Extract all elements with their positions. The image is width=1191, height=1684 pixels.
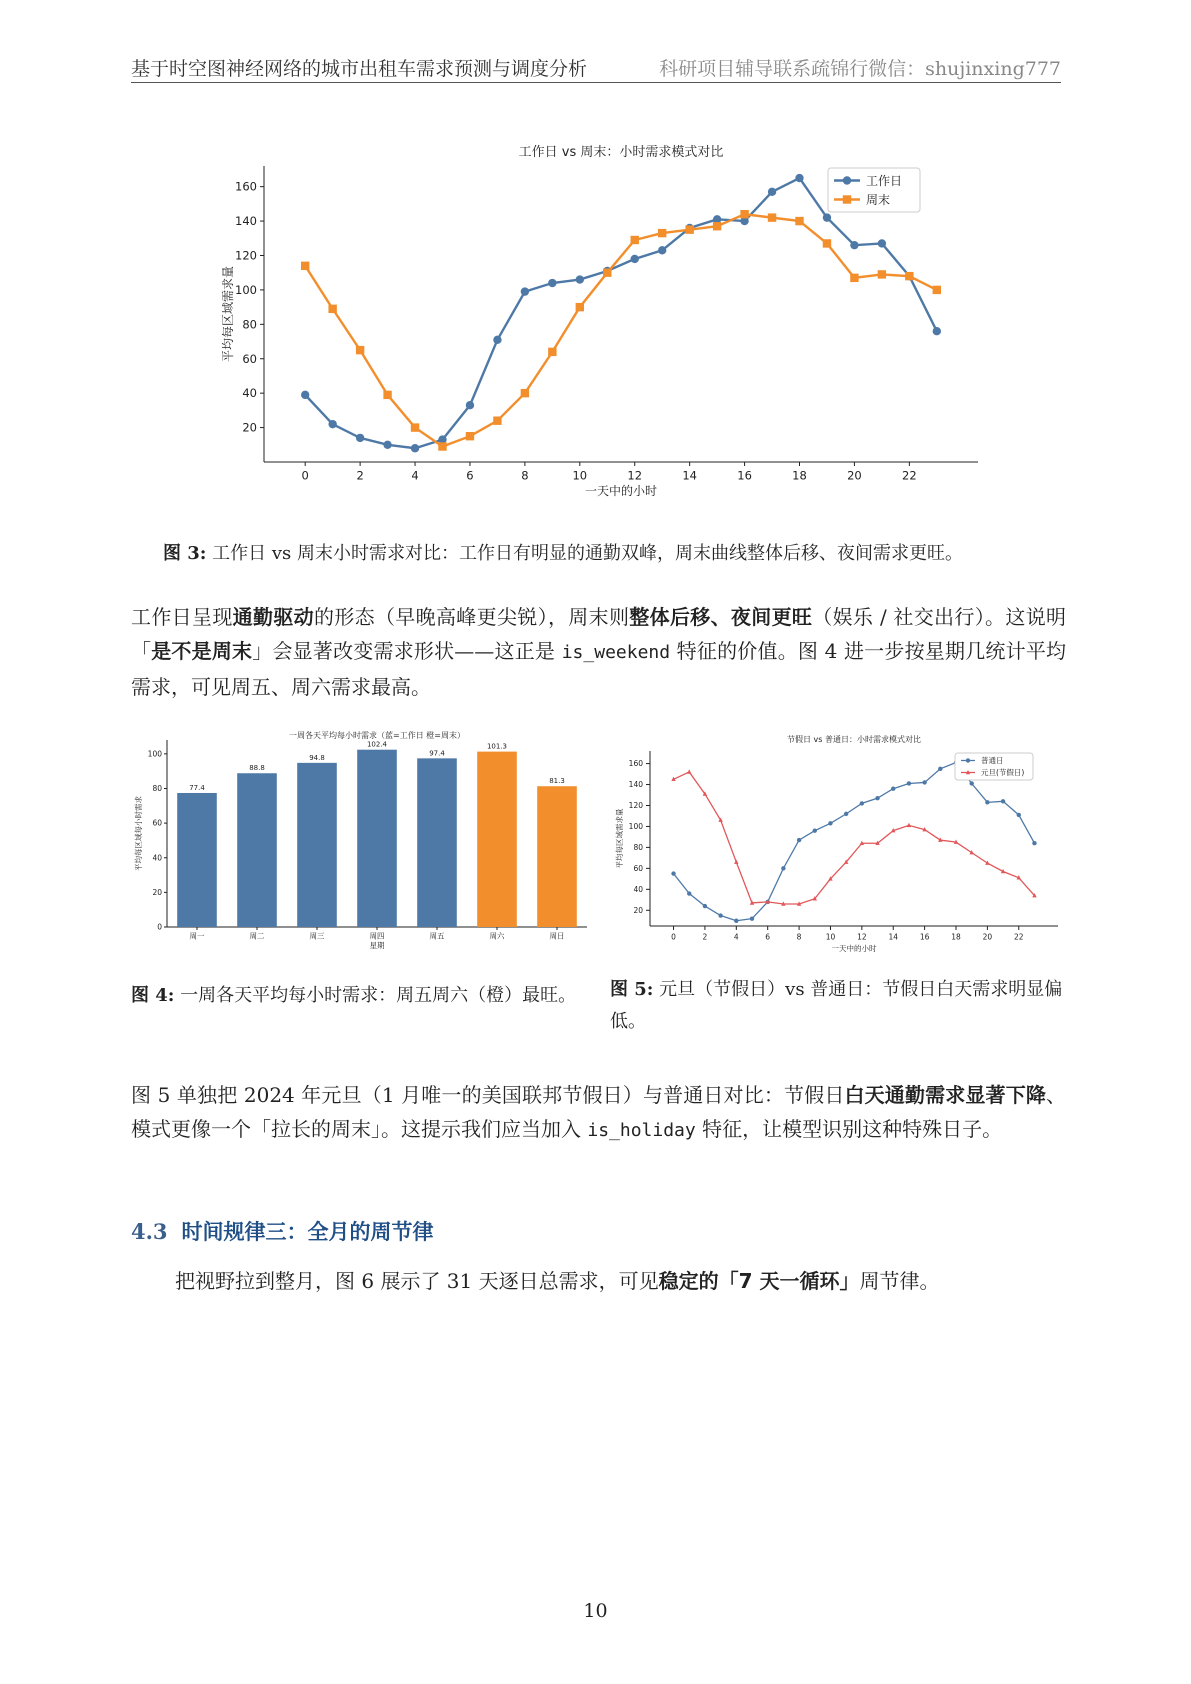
- fig5-point-s0-9: [813, 828, 817, 832]
- fig5-legend-marker-0: [966, 758, 970, 762]
- fig5-series-line-0: [674, 763, 1035, 921]
- fig5-point-s0-19: [969, 781, 973, 785]
- code-is-holiday: is_holiday: [587, 1120, 696, 1141]
- fig4-x-tick-label-2: 周三: [309, 931, 325, 941]
- para1-bold-2: 整体后移、夜间更旺: [629, 605, 813, 629]
- page-number: 10: [583, 1600, 608, 1622]
- fig3-x-tick-label: 14: [682, 468, 697, 483]
- fig5-point-s0-8: [797, 838, 801, 842]
- fig3-point-s1-10: [576, 303, 584, 311]
- header-title: 基于时空图神经网络的城市出租车需求预测与调度分析: [131, 58, 588, 80]
- fig3-point-s1-17: [768, 213, 776, 221]
- fig3-point-s0-4: [411, 444, 419, 452]
- fig5-x-tick-label: 4: [733, 932, 739, 942]
- fig5-x-tick-label: 14: [888, 932, 899, 942]
- fig4-bar-3: [357, 750, 397, 927]
- fig4-x-tick-label-1: 周二: [249, 931, 265, 941]
- fig5-legend-label-0: 普通日: [981, 756, 1004, 766]
- fig5-point-s0-21: [1001, 799, 1005, 803]
- fig3-x-label: 一天中的小时: [584, 484, 658, 498]
- fig3-point-s1-6: [466, 432, 474, 440]
- fig5-point-s0-1: [687, 891, 691, 895]
- fig5-y-tick-label: 20: [633, 905, 643, 915]
- fig3-x-tick-label: 2: [356, 468, 364, 483]
- figure-5-caption-text: 元旦（节假日）vs 普通日：节假日白天需求明显偏低。: [610, 979, 1063, 1032]
- fig3-point-s1-2: [356, 346, 364, 354]
- fig4-data-label-4: 97.4: [429, 749, 445, 758]
- fig3-point-s1-20: [850, 274, 858, 282]
- fig4-bar-4: [417, 758, 457, 927]
- fig4-y-tick-label: 20: [152, 887, 162, 897]
- fig5-point-s0-14: [891, 787, 895, 791]
- fig5-x-tick-label: 2: [702, 932, 708, 942]
- fig5-x-tick-label: 10: [825, 932, 836, 942]
- fig3-y-tick-label: 140: [235, 214, 257, 229]
- fig3-point-s1-8: [521, 389, 529, 397]
- fig3-point-s1-15: [713, 222, 721, 230]
- fig3-x-tick-label: 8: [521, 468, 529, 483]
- figure-4-caption-text: 一周各天平均每小时需求：周五周六（橙）最旺。: [180, 985, 577, 1006]
- fig5-title: 节假日 vs 普通日：小时需求模式对比: [787, 735, 921, 744]
- fig5-point-s0-16: [922, 780, 926, 784]
- fig3-y-tick-label: 40: [242, 386, 257, 401]
- fig3-x-tick-label: 12: [627, 468, 643, 483]
- fig5-point-s1-1: [687, 769, 691, 773]
- fig4-x-tick-label-3: 周四: [369, 931, 385, 941]
- para1-bold-1: 通勤驱动: [232, 605, 314, 629]
- fig3-y-tick-label: 120: [235, 248, 257, 263]
- figure-3-caption-label: 图 3:: [163, 543, 207, 564]
- figure-4-bar-chart: [131, 728, 591, 958]
- fig5-legend-label-1: 元旦(节假日): [981, 768, 1025, 778]
- fig3-point-s1-4: [411, 423, 419, 431]
- paragraph-2: [131, 1078, 1066, 1148]
- fig3-point-s0-12: [631, 255, 639, 263]
- fig5-y-tick-label: 140: [628, 780, 643, 790]
- figure-5-caption-label: 图 5:: [610, 979, 654, 1000]
- para2-text-2: 、模式更像一个「拉长的周末」。这提示我们应当加入: [131, 1083, 1067, 1141]
- fig5-series-line-1: [674, 772, 1035, 904]
- para3-bold-1: 稳定的「7 天一循环」: [658, 1269, 860, 1293]
- figure-4-caption: [131, 980, 591, 1012]
- fig5-point-s1-4: [734, 859, 738, 863]
- fig5-x-label: 一天中的小时: [831, 944, 877, 953]
- fig3-point-s0-23: [933, 327, 941, 335]
- para3-text-2: 周节律。: [859, 1269, 940, 1293]
- figure-3-caption-text: 工作日 vs 周末小时需求对比：工作日有明显的通勤双峰，周末曲线整体后移、夜间需求更旺。: [212, 543, 964, 564]
- fig3-point-s0-19: [823, 213, 831, 221]
- fig3-legend-marker-1: [843, 195, 851, 203]
- fig5-y-tick-label: 40: [633, 884, 643, 894]
- fig3-point-s1-5: [438, 442, 446, 450]
- fig3-point-s0-2: [356, 434, 364, 442]
- para2-bold-1: 白天通勤需求显著下降: [844, 1083, 1047, 1107]
- page-header: [131, 52, 1061, 83]
- fig3-y-tick-label: 100: [235, 282, 257, 297]
- fig3-x-tick-label: 0: [301, 468, 309, 483]
- fig3-x-tick-label: 6: [466, 468, 474, 483]
- fig3-point-s0-9: [548, 279, 556, 287]
- fig5-point-s0-0: [671, 871, 675, 875]
- fig5-x-tick-label: 18: [951, 932, 961, 942]
- fig4-bar-5: [477, 752, 517, 927]
- fig5-point-s0-5: [750, 916, 754, 920]
- para2-text-1: 图 5 单独把 2024 年元旦（1 月唯一的美国联邦节假日）与普通日对比：节假日: [131, 1083, 845, 1107]
- fig3-point-s0-7: [493, 336, 501, 344]
- fig5-point-s1-15: [907, 823, 911, 827]
- fig5-point-s0-17: [938, 767, 942, 771]
- fig5-point-s0-20: [985, 800, 989, 804]
- fig3-x-tick-label: 22: [902, 468, 917, 483]
- fig5-point-s0-11: [844, 812, 848, 816]
- fig3-point-s1-21: [878, 270, 886, 278]
- fig3-point-s1-3: [383, 391, 391, 399]
- fig3-x-tick-label: 10: [572, 468, 588, 483]
- fig3-point-s1-11: [603, 268, 611, 276]
- fig5-x-tick-label: 0: [671, 932, 676, 942]
- fig4-x-tick-label-6: 周日: [549, 931, 565, 941]
- fig4-bar-0: [177, 793, 217, 927]
- fig3-point-s1-13: [658, 229, 666, 237]
- fig5-y-tick-label: 60: [633, 863, 643, 873]
- fig3-point-s0-21: [878, 239, 886, 247]
- fig4-x-label: 星期: [369, 941, 385, 950]
- fig5-x-tick-label: 20: [982, 932, 993, 942]
- fig3-point-s1-1: [328, 305, 336, 313]
- fig3-point-s1-9: [548, 348, 556, 356]
- fig3-point-s0-13: [658, 246, 666, 254]
- fig3-x-tick-label: 18: [792, 468, 807, 483]
- fig3-point-s0-6: [466, 401, 474, 409]
- fig5-point-s0-23: [1032, 841, 1036, 845]
- fig3-y-tick-label: 60: [242, 351, 257, 366]
- figure-3-line-chart: [196, 138, 996, 510]
- fig5-point-s0-13: [875, 796, 879, 800]
- fig3-series-line-1: [305, 214, 937, 446]
- fig5-x-tick-label: 8: [796, 932, 802, 942]
- fig5-x-tick-label: 6: [765, 932, 771, 942]
- fig5-y-tick-label: 120: [628, 801, 643, 811]
- para1-text-1: 工作日呈现: [131, 605, 233, 629]
- fig5-point-s0-10: [828, 821, 832, 825]
- fig4-x-tick-label-0: 周一: [189, 931, 205, 941]
- para2-text-3: 特征，让模型识别这种特殊日子。: [702, 1117, 1003, 1141]
- fig4-bar-6: [537, 786, 577, 927]
- fig3-point-s0-10: [576, 275, 584, 283]
- fig3-y-label: 平均每区域需求量: [221, 265, 235, 363]
- fig5-x-tick-label: 12: [857, 932, 867, 942]
- fig3-y-tick-label: 80: [242, 317, 257, 332]
- fig3-legend-marker-0: [843, 176, 851, 184]
- fig3-series-line-0: [305, 178, 937, 448]
- fig3-y-tick-label: 160: [235, 179, 257, 194]
- fig4-data-label-5: 101.3: [486, 742, 508, 751]
- fig5-point-s0-2: [703, 904, 707, 908]
- fig3-point-s1-16: [740, 210, 748, 218]
- fig5-point-s0-4: [734, 919, 738, 923]
- para1-text-2: 的形态（早晚高峰更尖锐），周末则: [313, 605, 630, 629]
- fig5-point-s0-3: [718, 913, 722, 917]
- fig3-point-s1-18: [795, 217, 803, 225]
- figure-5-line-chart: [610, 733, 1065, 955]
- fig5-y-tick-label: 160: [628, 759, 643, 769]
- fig3-x-tick-label: 20: [847, 468, 862, 483]
- fig3-point-s0-20: [850, 241, 858, 249]
- fig4-data-label-6: 81.3: [549, 777, 565, 786]
- fig4-y-tick-label: 60: [152, 818, 162, 828]
- fig4-y-tick-label: 40: [152, 853, 162, 863]
- fig5-y-tick-label: 100: [628, 822, 643, 832]
- fig4-y-tick-label: 0: [157, 922, 162, 932]
- fig4-y-label: 平均每区域每小时需求: [134, 796, 143, 871]
- fig5-point-s0-22: [1017, 813, 1021, 817]
- fig4-data-label-3: 102.4: [366, 740, 388, 749]
- fig4-data-label-1: 88.8: [249, 764, 265, 773]
- fig5-x-tick-label: 16: [919, 932, 930, 942]
- figure-3-caption: [163, 538, 1063, 570]
- fig3-point-s0-1: [328, 420, 336, 428]
- fig4-bar-2: [297, 763, 337, 927]
- para1-text-5: 特征的价值。图 4 进一步按星期几统计平均需求，可见周五、周六需求最高。: [131, 639, 1067, 699]
- fig4-y-tick-label: 100: [147, 749, 162, 759]
- fig3-title: 工作日 vs 周末：小时需求模式对比: [518, 145, 724, 160]
- section-number: 4.3: [131, 1219, 168, 1244]
- para1-text-3: （娱乐 / 社交出行）。这说明「: [131, 605, 1067, 663]
- fig3-point-s1-19: [823, 239, 831, 247]
- fig3-point-s1-14: [685, 225, 693, 233]
- fig5-y-label: 平均每区域需求量: [615, 808, 624, 869]
- fig3-point-s0-3: [383, 441, 391, 449]
- section-title: 时间规律三：全月的周节律: [181, 1220, 434, 1244]
- section-heading: [131, 1216, 434, 1246]
- fig4-x-tick-label-5: 周六: [489, 931, 505, 941]
- paragraph-3: [131, 1264, 1066, 1298]
- figure-5-caption: [610, 974, 1065, 1038]
- fig5-point-s0-12: [860, 801, 864, 805]
- fig3-point-s0-17: [768, 188, 776, 196]
- fig4-data-label-2: 94.8: [309, 753, 325, 762]
- fig3-legend-label-0: 工作日: [866, 173, 903, 188]
- fig3-x-tick-label: 16: [737, 468, 752, 483]
- fig4-title: 一周各天平均每小时需求（蓝=工作日 橙=周末）: [289, 731, 465, 740]
- para1-bold-3: 是不是周末: [151, 639, 253, 663]
- fig3-x-tick-label: 4: [411, 468, 419, 483]
- fig5-y-tick-label: 80: [633, 843, 643, 853]
- figure-4-caption-label: 图 4:: [131, 985, 175, 1006]
- fig4-bar-1: [237, 773, 277, 927]
- fig4-x-tick-label-4: 周五: [429, 931, 445, 941]
- paragraph-1: [131, 600, 1066, 704]
- fig3-point-s1-22: [905, 272, 913, 280]
- fig3-point-s0-0: [301, 391, 309, 399]
- fig3-point-s1-0: [301, 262, 309, 270]
- fig5-point-s0-15: [907, 781, 911, 785]
- para3-text-1: 把视野拉到整月，图 6 展示了 31 天逐日总需求，可见: [175, 1269, 659, 1293]
- fig5-x-tick-label: 22: [1013, 932, 1024, 942]
- fig3-point-s1-12: [631, 236, 639, 244]
- fig4-y-tick-label: 80: [152, 784, 162, 794]
- code-is-weekend: is_weekend: [561, 642, 671, 663]
- para1-text-4: 」会显著改变需求形状——这正是: [252, 639, 556, 663]
- fig3-point-s1-23: [933, 286, 941, 294]
- fig3-y-tick-label: 20: [242, 420, 257, 435]
- fig3-point-s0-8: [521, 287, 529, 295]
- fig4-data-label-0: 77.4: [189, 783, 205, 792]
- header-contact: 科研项目辅导联系疏锦行微信：shujinxing777: [659, 58, 1061, 80]
- fig3-legend-label-1: 周末: [866, 192, 891, 207]
- fig5-point-s0-7: [781, 866, 785, 870]
- fig3-point-s0-18: [795, 174, 803, 182]
- fig3-point-s1-7: [493, 416, 501, 424]
